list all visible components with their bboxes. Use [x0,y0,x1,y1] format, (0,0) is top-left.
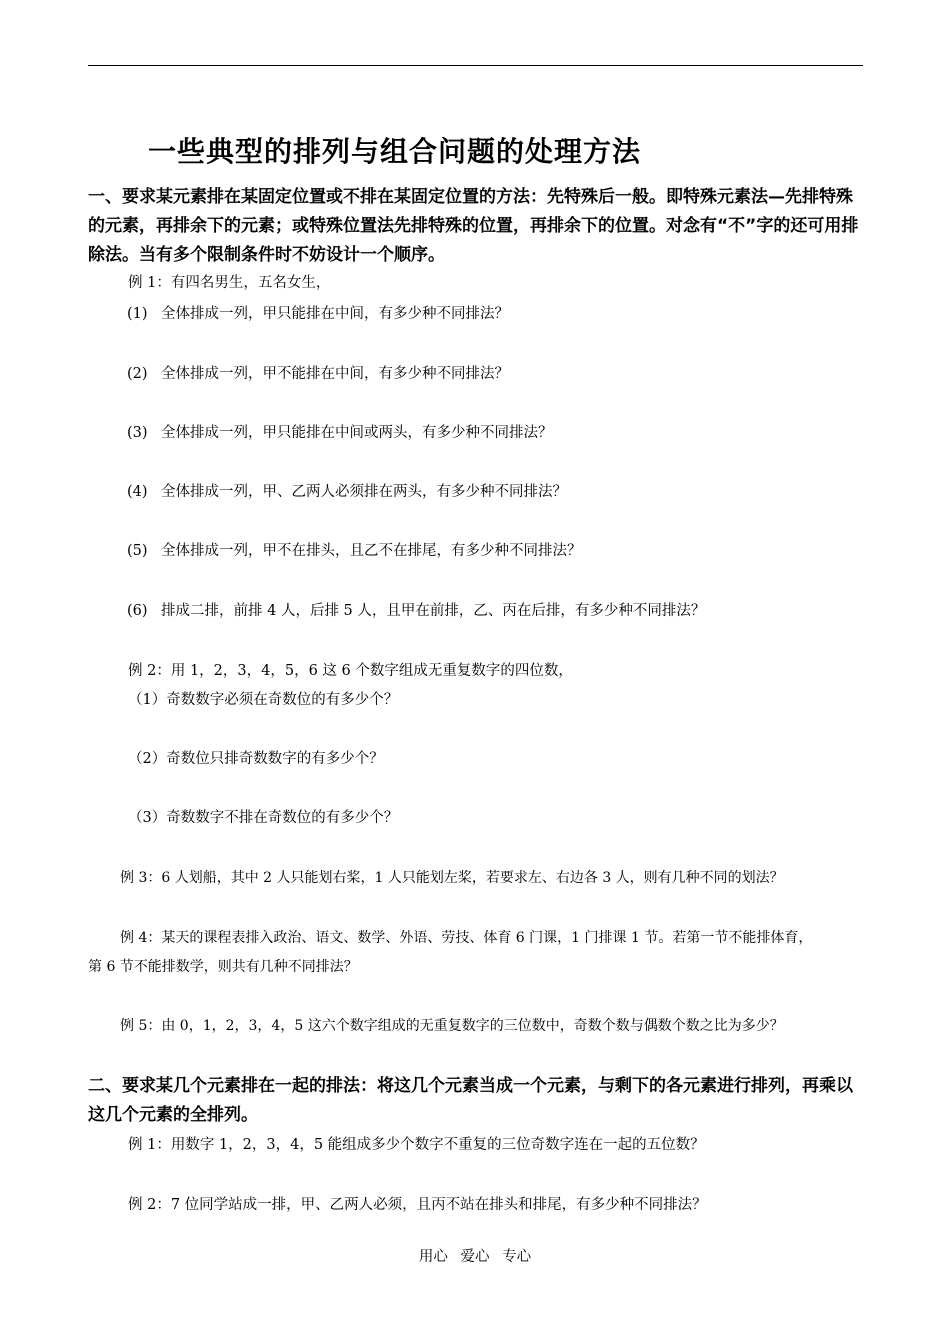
page-title: 一些典型的排列与组合问题的处理方法 [148,135,642,168]
question-text: 全体排成一列，甲不在排头，且乙不在排尾，有多少种不同排法？ [161,543,582,559]
section-2-example-2: 例 2：7 位同学站成一排，甲、乙两人必须，且丙不站在排头和排尾，有多少种不同排法？ [128,1197,707,1213]
question-number: (1) [127,306,148,322]
section-2-example-1: 例 1：用数字 1，2，3，4，5 能组成多少个数字不重复的三位奇数字连在一起的五位数？ [128,1137,705,1153]
question-text: 排成二排，前排 4 人，后排 5 人，且甲在前排，乙、丙在后排，有多少种不同排法？ [161,603,706,619]
example-1-intro: 例 1：有四名男生，五名女生， [128,275,331,291]
example-5: 例 5：由 0，1，2，3，4，5 这六个数字组成的无重复数字的三位数中，奇数个数与偶数个数之比为多少？ [120,1018,784,1034]
header-rule [88,65,863,66]
page-footer: 用心 爱心 专心 [418,1249,532,1265]
example-2-question-1: （1）奇数数字必须在奇数位的有多少个？ [128,692,399,708]
example-2-intro: 例 2：用 1，2，3，4，5，6 这 6 个数字组成无重复数字的四位数， [128,663,573,679]
question-number: (4) [127,484,148,500]
section-2-heading: 二、要求某几个元素排在一起的排法：将这几个元素当成一个元素，与剩下的各元素进行排列，再乘以这几个元素的全排列。 [88,1076,853,1125]
question-number: (6) [127,603,148,619]
example-1-question-6 [127,600,705,622]
question-text: 全体排成一列，甲、乙两人必须排在两头，有多少种不同排法？ [161,484,567,500]
example-4-line-2: 第 6 节不能排数学，则共有几种不同排法？ [88,959,358,975]
question-text: 全体排成一列，甲只能排在中间，有多少种不同排法？ [161,306,509,322]
example-2-question-2: （2）奇数位只排奇数数字的有多少个？ [128,751,384,767]
section-1-heading: 一、要求某元素排在某固定位置或不排在某固定位置的方法：先特殊后一般。即特殊元素法—先排特殊的元素，再排余下的元素；或特殊位置法先排特殊的位置，再排余下的位置。对念有“不”字的还可用排除法。当有多个限制条件时不妨设计一个顺序。 [88,187,859,265]
question-text: 全体排成一列，甲不能排在中间，有多少种不同排法？ [161,366,509,382]
example-1-question-2 [127,363,509,385]
question-number: (2) [127,366,148,382]
question-text: 全体排成一列，甲只能排在中间或两头，有多少种不同排法？ [161,425,553,441]
question-number: (3) [127,425,148,441]
example-2-question-3: （3）奇数数字不排在奇数位的有多少个？ [128,810,399,826]
question-number: (5) [127,543,148,559]
example-3: 例 3：6 人划船，其中 2 人只能划右桨，1 人只能划左桨，若要求左、右边各 3 人，则有几种不同的划法？ [120,870,784,886]
example-1-question-3 [127,422,553,444]
example-1-question-4 [127,481,567,503]
example-1-question-5 [127,540,582,562]
example-1-question-1 [127,303,509,325]
example-4-line-1: 例 4：某天的课程表排入政治、语文、数学、外语、劳技、体育 6 门课，1 门排课 1 节。若第一节不能排体育， [120,930,813,946]
